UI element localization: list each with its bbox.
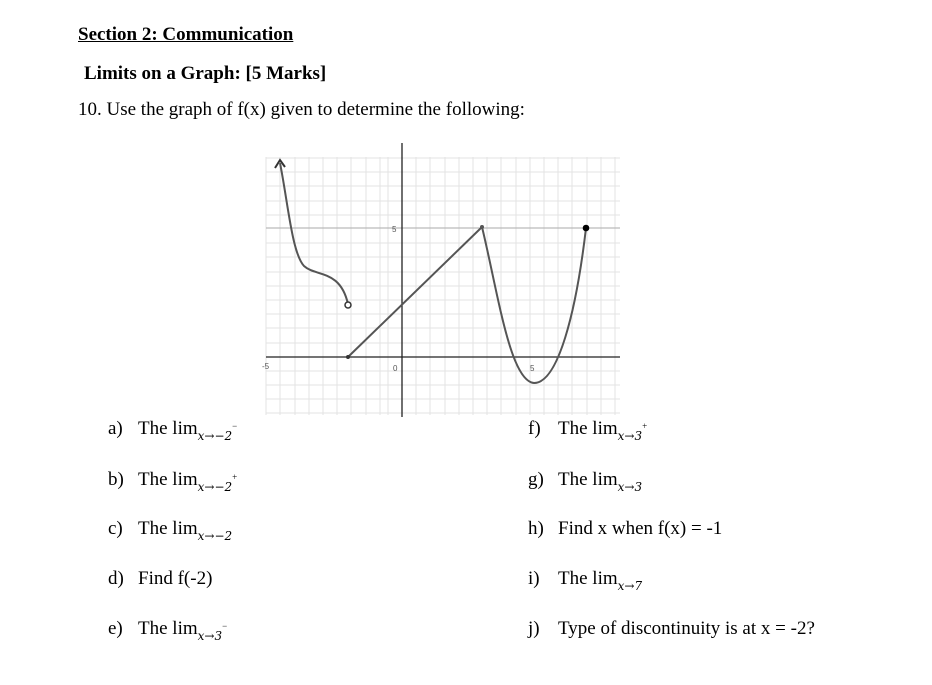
tick-x-neg5: -5: [262, 362, 270, 371]
open-circle-marker: [345, 302, 351, 308]
solid-point-start: [346, 355, 350, 359]
solid-point-end: [583, 225, 590, 232]
item-e: e) The $\lim_{x\to 3}^-$: [108, 618, 228, 643]
item-h: h) Find x when f(x) = -1: [528, 518, 723, 539]
item-j: j) Type of discontinuity is at x = -2?: [528, 618, 815, 639]
grid-lines: [266, 157, 620, 415]
tick-origin: 0: [393, 364, 398, 373]
function-graph: [262, 143, 622, 418]
line-piece: [348, 227, 482, 357]
question-text: 10. Use the graph of f(x) given to determine the following:: [78, 99, 525, 120]
item-a: a) The $\lim_{x\to-2}^-$: [108, 418, 238, 443]
item-c: c) The $\lim_{x\to-2}$: [108, 518, 233, 543]
limits-title: Limits on a Graph: [5 Marks]: [84, 63, 327, 84]
item-i: i) The $\lim_{x\to 7}$: [528, 568, 643, 593]
tick-x-5: 5: [530, 364, 535, 373]
item-b: b) The $\lim_{x\to-2}^+$: [108, 469, 238, 494]
item-d: d) Find f(-2): [108, 568, 213, 589]
tick-y-5: 5: [392, 225, 397, 234]
curve-left-piece: [280, 163, 348, 304]
parabola-piece: [482, 227, 586, 383]
item-g: g) The $\lim_{x\to 3}$: [528, 469, 643, 494]
item-f: f) The $\lim_{x\to 3}^+$: [528, 418, 648, 443]
section-title: Section 2: Communication: [78, 24, 294, 45]
